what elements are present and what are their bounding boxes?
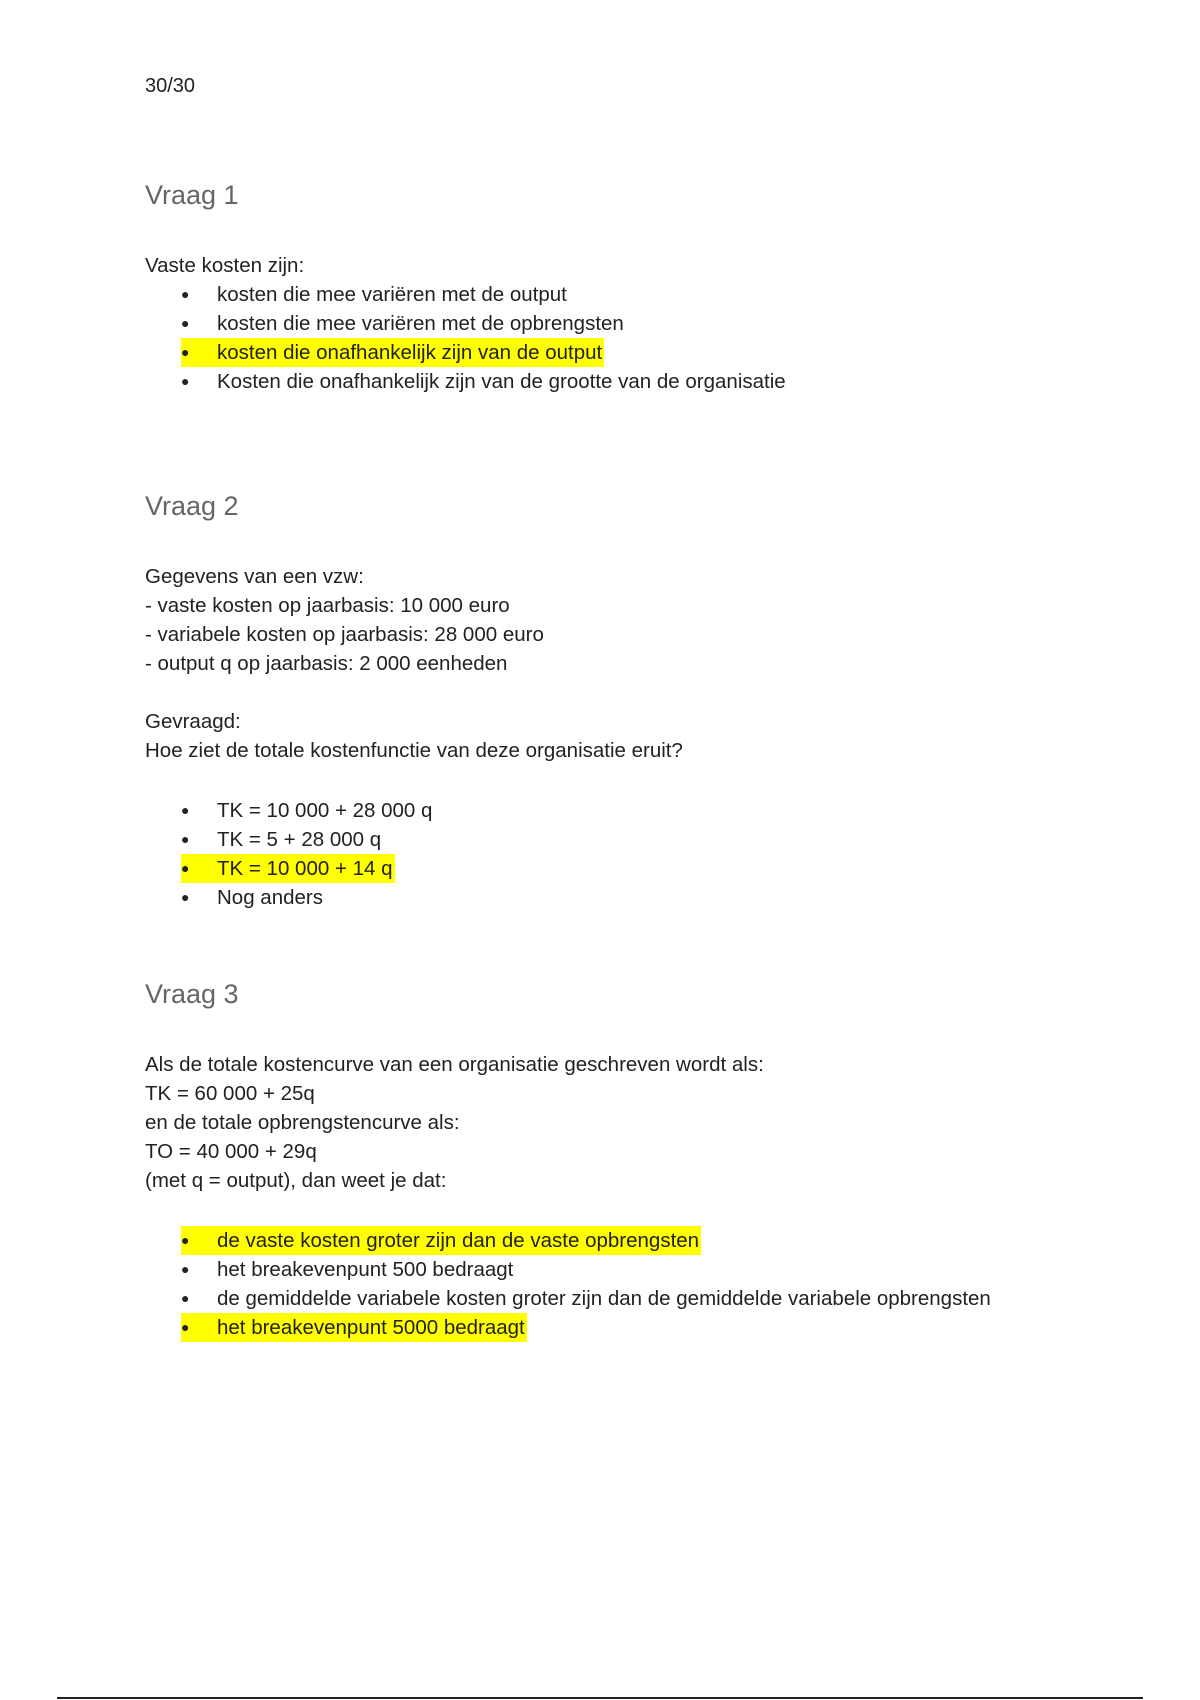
option-item[interactable]	[145, 1255, 957, 1284]
question-2-heading: Vraag 2	[145, 491, 239, 521]
option	[181, 796, 434, 825]
option-highlighted	[181, 338, 604, 367]
bullet-icon: ●	[181, 889, 190, 905]
option-text: kosten die mee variëren met de output	[217, 283, 567, 306]
question-1-options	[145, 280, 786, 396]
prompt-line	[145, 678, 683, 707]
question-3-options	[145, 1226, 991, 1342]
option	[181, 309, 626, 338]
bullet-icon: ●	[181, 860, 190, 876]
option-item[interactable]	[145, 280, 752, 309]
option-item[interactable]	[145, 1284, 991, 1313]
prompt-line: Gegevens van een vzw:	[145, 565, 364, 588]
option-text: kosten die onafhankelijk zijn van de output	[217, 341, 603, 364]
option	[181, 1255, 515, 1284]
question-2-options	[145, 796, 433, 912]
option-text: de gemiddelde variabele kosten groter zijn dan de gemiddelde variabele opbrengsten	[217, 1287, 991, 1310]
option	[181, 280, 569, 309]
option-item-selected[interactable]	[145, 1226, 957, 1255]
bullet-icon: ●	[181, 315, 190, 331]
prompt-line: TO = 40 000 + 29q	[145, 1140, 317, 1163]
option-item[interactable]	[145, 883, 398, 912]
bullet-icon: ●	[181, 1261, 190, 1277]
option-text: TK = 10 000 + 14 q	[217, 857, 393, 880]
prompt-line: - variabele kosten op jaarbasis: 28 000 euro	[145, 623, 544, 646]
bullet-icon: ●	[181, 344, 190, 360]
option-item[interactable]	[145, 796, 433, 825]
option-item-selected[interactable]	[145, 1313, 957, 1342]
option	[181, 367, 788, 396]
bullet-icon: ●	[181, 373, 190, 389]
prompt-line: - output q op jaarbasis: 2 000 eenheden	[145, 652, 508, 675]
option-item[interactable]	[145, 825, 398, 854]
prompt-line: Gevraagd:	[145, 710, 241, 733]
option-highlighted	[181, 1226, 701, 1255]
bullet-icon: ●	[181, 1319, 190, 1335]
option-text: TK = 10 000 + 28 000 q	[217, 799, 433, 822]
option-text: Nog anders	[217, 886, 323, 909]
prompt-line: (met q = output), dan weet je dat:	[145, 1169, 447, 1192]
prompt-line: Vaste kosten zijn:	[145, 254, 305, 277]
option-text: het breakevenpunt 5000 bedraagt	[217, 1316, 525, 1339]
option-item[interactable]	[145, 367, 786, 396]
prompt-line: TK = 60 000 + 25q	[145, 1082, 315, 1105]
option	[181, 825, 383, 854]
prompt-line: Als de totale kostencurve van een organisatie geschreven wordt als:	[145, 1053, 764, 1076]
prompt-line: Hoe ziet de totale kostenfunctie van deze organisatie eruit?	[145, 739, 683, 762]
question-3-heading: Vraag 3	[145, 979, 239, 1009]
option	[181, 1284, 993, 1313]
option-item[interactable]	[145, 309, 752, 338]
footer-divider	[57, 1697, 1143, 1699]
option-highlighted	[181, 854, 395, 883]
question-3-prompt	[145, 1050, 764, 1195]
option-item-selected[interactable]	[145, 854, 398, 883]
option-text: Kosten die onafhankelijk zijn van de grootte van de organisatie	[217, 370, 786, 393]
bullet-icon: ●	[181, 831, 190, 847]
bullet-icon: ●	[181, 1290, 190, 1306]
bullet-icon: ●	[181, 802, 190, 818]
prompt-line: en de totale opbrengstencurve als:	[145, 1111, 460, 1134]
prompt-line: - vaste kosten op jaarbasis: 10 000 euro	[145, 594, 510, 617]
option-text: kosten die mee variëren met de opbrengsten	[217, 312, 624, 335]
option-item-selected[interactable]	[145, 338, 752, 367]
bullet-icon: ●	[181, 1232, 190, 1248]
question-2-prompt	[145, 562, 683, 765]
option-text: TK = 5 + 28 000 q	[217, 828, 382, 851]
option-text: de vaste kosten groter zijn dan de vaste opbrengsten	[217, 1229, 700, 1252]
score-label: 30/30	[145, 75, 196, 97]
question-1-heading: Vraag 1	[145, 180, 239, 210]
option-highlighted	[181, 1313, 527, 1342]
question-1-prompt	[145, 251, 304, 280]
option-text: het breakevenpunt 500 bedraagt	[217, 1258, 514, 1281]
bullet-icon: ●	[181, 286, 190, 302]
option	[181, 883, 325, 912]
